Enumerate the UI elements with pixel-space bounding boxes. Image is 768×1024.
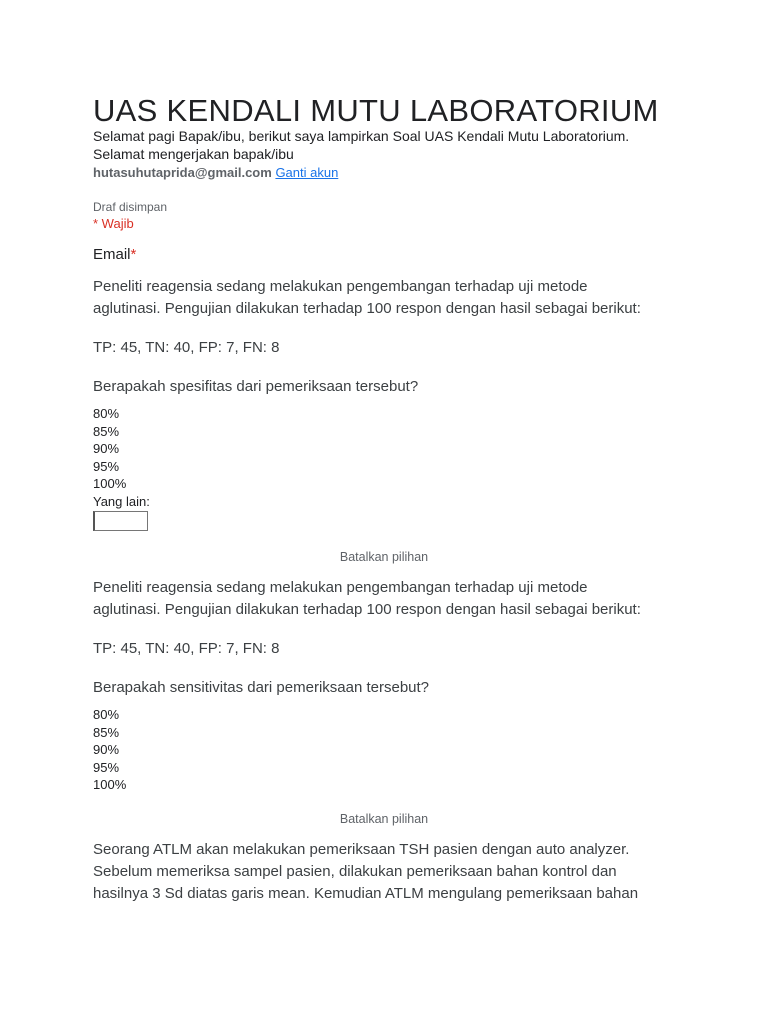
question-3-intro-line: Sebelum memeriksa sampel pasien, dilakukan pemeriksaan bahan kontrol dan	[93, 863, 617, 880]
account-row	[93, 165, 338, 181]
form-description	[93, 127, 629, 163]
question-2-intro-line: Peneliti reagensia sedang melakukan pengembangan terhadap uji metode	[93, 579, 588, 596]
question-1-intro	[93, 276, 693, 320]
question-2-option[interactable]: 80%	[93, 707, 120, 722]
question-2-clear-choice[interactable]: Batalkan pilihan	[339, 812, 429, 826]
question-1-option[interactable]: 90%	[93, 441, 120, 457]
email-label-text: Email	[93, 246, 131, 263]
form-description-line: Selamat mengerjakan bapak/ibu	[93, 146, 294, 162]
required-asterisk: *	[130, 246, 137, 263]
question-2-intro	[93, 577, 693, 621]
question-1-option-other[interactable]: Yang lain:	[93, 493, 150, 509]
switch-account-link[interactable]: Ganti akun	[275, 165, 339, 180]
question-2-option[interactable]: 90%	[93, 742, 120, 758]
form-description-line: Selamat pagi Bapak/ibu, berikut saya lampirkan Soal UAS Kendali Mutu Laboratorium.	[93, 128, 630, 144]
question-3-intro-line: hasilnya 3 Sd diatas garis mean. Kemudian ATLM mengulang pemeriksaan bahan	[93, 885, 639, 902]
question-2-data: TP: 45, TN: 40, FP: 7, FN: 8	[93, 640, 280, 657]
question-3-intro-line: Seorang ATLM akan melakukan pemeriksaan TSH pasien dengan auto analyzer.	[93, 841, 630, 858]
question-1-intro-line: aglutinasi. Pengujian dilakukan terhadap 100 respon dengan hasil sebagai berikut:	[93, 300, 641, 317]
question-1-option[interactable]: 95%	[93, 458, 120, 474]
question-1-data: TP: 45, TN: 40, FP: 7, FN: 8	[93, 339, 280, 356]
question-1-clear-choice[interactable]: Batalkan pilihan	[339, 550, 429, 564]
question-2-options	[93, 706, 126, 794]
question-1-option[interactable]: 80%	[93, 406, 120, 421]
question-3-intro	[93, 839, 693, 905]
question-2-option[interactable]: 100%	[93, 777, 127, 793]
question-2-option[interactable]: 85%	[93, 724, 120, 740]
question-2-intro-line: aglutinasi. Pengujian dilakukan terhadap 100 respon dengan hasil sebagai berikut:	[93, 601, 641, 618]
question-2-option[interactable]: 95%	[93, 759, 120, 775]
email-label	[93, 246, 136, 264]
question-1-options	[93, 405, 150, 511]
account-email: hutasuhutaprida@gmail.com	[93, 165, 272, 180]
form-title: UAS KENDALI MUTU LABORATORIUM	[93, 93, 659, 128]
question-1-option[interactable]: 100%	[93, 476, 127, 492]
question-2-prompt: Berapakah sensitivitas dari pemeriksaan tersebut?	[93, 679, 430, 696]
question-1-intro-line: Peneliti reagensia sedang melakukan pengembangan terhadap uji metode	[93, 278, 588, 295]
question-1-prompt: Berapakah spesifitas dari pemeriksaan tersebut?	[93, 378, 419, 395]
question-1-option[interactable]: 85%	[93, 423, 120, 439]
required-note: * Wajib	[93, 216, 134, 231]
question-1-other-input[interactable]	[93, 511, 148, 531]
draft-status: Draf disimpan	[93, 200, 168, 214]
